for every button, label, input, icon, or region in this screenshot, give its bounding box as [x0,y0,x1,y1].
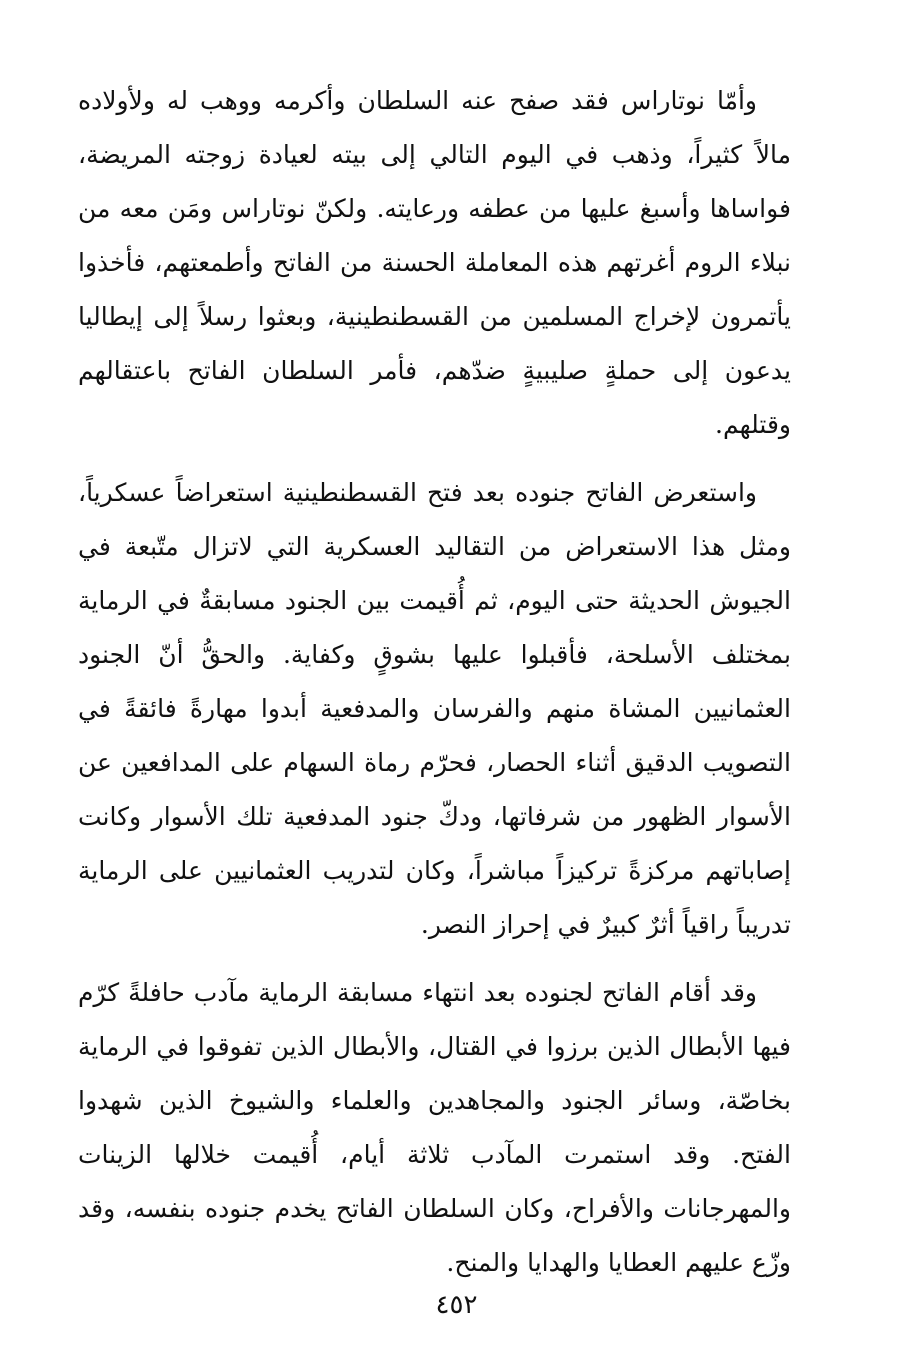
paragraph-military-review: واستعرض الفاتح جنوده بعد فتح القسطنطينية استعراضاً عسكرياً، ومثل هذا الاستعراض من التقاليد العسكرية التي لاتزال متّبعة في الجيوش الحديثة حتى اليوم، ثم أُقيمت بين الجنود مسابقةٌ في الرماية بمختلف الأسلحة، فأقبلوا عليها بشوقٍ وكفاية. والحقُّ أنّ الجنود العثمانيين المشاة منهم والفرسان والمدفعية أبدوا مهارةً فائقةً في التصويب الدقيق أثناء الحصار، فحرّم رماة السهام على المدافعين عن الأسوار الظهور من شرفاتها، ودكّ جنود المدفعية تلك الأسوار وكانت إصاباتهم مركزةً تركيزاً مباشراً، وكان لتدريب العثمانيين على الرماية تدريباً راقياً أثرٌ كبيرٌ في إحراز النصر. [78,478,791,939]
page-number: ٤٥٢ [435,1290,478,1320]
paragraph-notaras: وأمّا نوتاراس فقد صفح عنه السلطان وأكرمه ووهب له ولأولاده مالاً كثيراً، وذهب في اليوم التالي إلى بيته لعيادة زوجته المريضة، فواساها وأسبغ عليها من عطفه ورعايته. ولكنّ نوتاراس ومَن معه من نبلاء الروم أغرتهم هذه المعاملة الحسنة من الفاتح وأطمعتهم، فأخذوا يأتمرون لإخراج المسلمين من القسطنطينية، وبعثوا رسلاً إلى إيطاليا يدعون إلى حملةٍ صليبيةٍ ضدّهم، فأمر السلطان الفاتح باعتقالهم وقتلهم. [78,86,791,439]
paragraph-banquets: وقد أقام الفاتح لجنوده بعد انتهاء مسابقة الرماية مآدب حافلةً كرّم فيها الأبطال الذين برزوا في القتال، والأبطال الذين تفوقوا في الرماية بخاصّة، وسائر الجنود والمجاهدين والعلماء والشيوخ الذين شهدوا الفتح. وقد استمرت المآدب ثلاثة أيام، أُقيمت خلالها الزينات والمهرجانات والأفراح، وكان السلطان الفاتح يخدم جنوده بنفسه، وقد وزّع عليهم العطايا والهدايا والمنح. [78,978,791,1277]
page-body [78,74,791,1304]
